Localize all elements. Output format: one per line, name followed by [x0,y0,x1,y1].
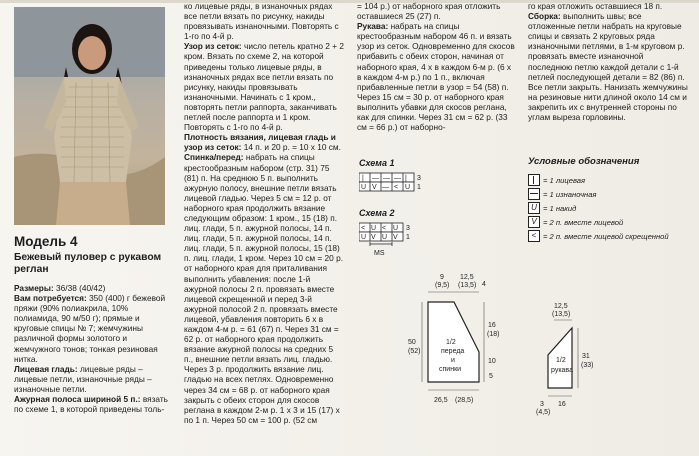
column-2 [184,1,344,425]
paragraph: Узор из сеток: число петель кратно 2 + 2 кром. Вязать по схеме 2, на которой приведены только лицевые ряды, в изнаночных рядах все петли вязать по рисунку, накиды провязывать изнаночными. Начинать с 1 кром., повторять петли раппорта, заканчивать петлей после раппорта и 1 кром. Повторять с 1-го по 4-й р. [184,41,344,133]
legend-knit: = 1 лицевая [528,174,585,186]
scheme-1-chart [359,170,429,196]
svg-text:|: | [405,175,407,182]
scheme-1-row-1: 1 [417,184,421,191]
pattern-front-back [408,272,518,410]
svg-text:|: | [362,175,364,182]
svg-text:(28,5): (28,5) [455,397,474,404]
svg-text:10: 10 [488,358,496,365]
svg-text:<: < [361,225,366,232]
svg-text:(52): (52) [408,348,421,355]
svg-text:U: U [405,184,411,191]
svg-text:5: 5 [489,373,493,380]
svg-text:V: V [371,234,376,241]
paragraph: Размеры: 36/38 (40/42) [14,283,106,293]
svg-text:(33): (33) [581,362,594,369]
svg-text:<: < [394,184,399,191]
paragraph: Сборка: выполнить швы; все отложенные петли набрать на круговые спицы и связать 2 круговых ряда изнаночными петлями, в 1-м круговом р. провязать вместе изнаночной последнюю петлю каждой детали с 1-й петлей последующей детали = 82 (86) п. Все петли закрыть. Нанизать жемчужины на резиновые нити длиной около 14 см и закрепить их с внутренней стороны по углам выреза горловины. [528,11,688,123]
pattern-sleeve [534,300,624,420]
scheme-1-title: Схема 1 [359,158,395,168]
paragraph: го края отложить оставшиеся 18 п. [528,1,663,11]
paragraph: ко лицевые ряды, в изнаночных рядах все петли вязать по рисунку, накиды провязывать изнаночными. Повторять с 1-го по 4-й р. [184,1,339,42]
paragraph: Ажурная полоса шириной 5 п.: вязать по схеме 1, в которой приведены толь- [14,394,168,415]
scheme-2-title: Схема 2 [359,208,395,218]
model-photo [14,7,165,225]
svg-text:—: — [394,175,401,182]
knit-two-together-crossed-icon: < [528,230,540,242]
svg-text:U: U [382,234,388,241]
garment-title: Бежевый пуловер с рукавом реглан [14,252,162,275]
svg-text:V: V [393,234,398,241]
legend-yarn-over: U = 1 накид [528,202,576,214]
svg-text:—: — [382,184,389,191]
column-4 [528,1,688,122]
paragraph: Рукава: набрать на спицы крестообразным набором 46 п. и вязать узор из сеток. Одновременно для скосов прибавить с обеих сторон, начиная от наборного края, 4 х в каждом 6-м р. (6 х в каждом 4-м р.) по 1 п., включая прибавленные петли в узор = 54 (58) п. Через 15 см = 30 р. от наборного края выполнить убавки для скосов реглана, как для спинки. Через 31 см = 62 р. (33 см = 66 р.) от наборно- [357,21,515,133]
svg-text:(13,5): (13,5) [458,282,477,289]
legend-k2tog-tbl: < = 2 п. вместе лицевой скрещенной [528,230,669,242]
svg-text:12,5: 12,5 [554,303,568,310]
svg-text:спинки: спинки [439,366,462,373]
column-1 [14,283,172,414]
column-3 [357,1,517,132]
scheme-2-chart [359,220,429,260]
paragraph: Вам потребуется: 350 (400) г бежевой пряжи (90% полиакрила, 10% полиамида, 90 м/50 г); прямые и круговые спицы № 7; жемчужины различной формы золотого и жемчужного тонов; тонкая резиновая нитка. [14,293,166,364]
svg-text:U: U [361,184,367,191]
knit-two-together-icon: V [528,216,540,228]
svg-text:12,5: 12,5 [460,274,474,281]
svg-text:31: 31 [582,353,590,360]
svg-text:1/2: 1/2 [556,357,566,364]
svg-text:V: V [372,184,377,191]
paragraph: Спинка/перед: набрать на спицы крестообразным набором (стр. 31) 75 (81) п. На среднюю 5 п. выполнить ажурную полосу, внешние петли вязать лицевой гладью. Через 5 см = 12 р. от наборного края продолжить вязание следующим образом: 1 кром., 15 (18) п. лиц. глади, 5 п. ажурной полосы, 14 п. лиц. глади, 5 п. ажурной полосы, 14 п. лиц. глади, 5 п. ажурной полосы, 15 (18) п. лиц. глади, 1 кром. Через 10 см = 20 р. от наборного края для приталивания выполнить убавления: после 1-й ажурной полосы 2 п. провязать вместе лицевой скрещенной и перед 3-й ажурной полосой 2 п. провязать вместе лицевой, убавления повторить 6 х в каждом 4-м р. = 61 (67) п. Через 31 см = 62 р. от наборного края продолжить вязание ажурной полосы на средних 5 п., внешние петли вязать лиц. гладью. Через 3 р. продолжить вязание лиц. гладью на всех петлях. Одновременно через 34 см = 68 р. от наборного края закрыть с обеих сторон для скосов реглана в каждом 2-м р. 1 х 3 и 15 (17) х по 1 п. Через 50 см = 100 р. (52 см [184,152,344,425]
legend-k2tog: V = 2 п. вместе лицевой [528,216,623,228]
legend-purl: = 1 изнаночная [528,188,596,200]
svg-text:50: 50 [408,339,416,346]
svg-text:U: U [361,234,367,241]
legend-title: Условные обозначения [528,156,640,167]
paragraph: Плотность вязания, лицевая гладь и узор из сеток: 14 п. и 20 р. = 10 х 10 см. [184,132,341,153]
svg-text:и: и [451,357,455,364]
svg-text:переда: переда [441,348,465,355]
svg-text:1/2: 1/2 [446,339,456,346]
purl-stitch-icon [528,188,540,200]
svg-text:(4,5): (4,5) [536,409,551,416]
svg-text:9: 9 [440,274,444,281]
svg-text:(18): (18) [487,331,500,338]
scheme-2-row-1: 1 [406,234,410,241]
svg-text:—: — [383,175,390,182]
svg-text:26,5: 26,5 [434,397,448,404]
model-number: Модель 4 [14,234,78,249]
svg-text:16: 16 [558,401,566,408]
paragraph: = 104 р.) от наборного края отложить оставшиеся 25 (27) п. [357,1,501,22]
svg-text:U: U [371,225,377,232]
svg-text:—: — [372,175,379,182]
svg-text:4: 4 [482,281,486,288]
svg-text:16: 16 [488,322,496,329]
svg-text:U: U [393,225,399,232]
svg-text:рукава: рукава [551,367,573,374]
svg-text:(9,5): (9,5) [435,282,450,289]
paragraph: Лицевая гладь: лицевые ряды – лицевые петли, изнаночные ряды – изнаночные петли. [14,363,152,394]
svg-text:3: 3 [540,401,544,408]
scheme-1-row-3: 3 [417,175,421,182]
scheme-2-repeat-label: MS [374,250,385,257]
yarn-over-icon: U [528,202,540,214]
svg-text:(13,5): (13,5) [552,311,571,318]
scheme-2-row-3: 3 [406,225,410,232]
svg-text:<: < [382,225,387,232]
knit-stitch-icon [528,174,540,186]
